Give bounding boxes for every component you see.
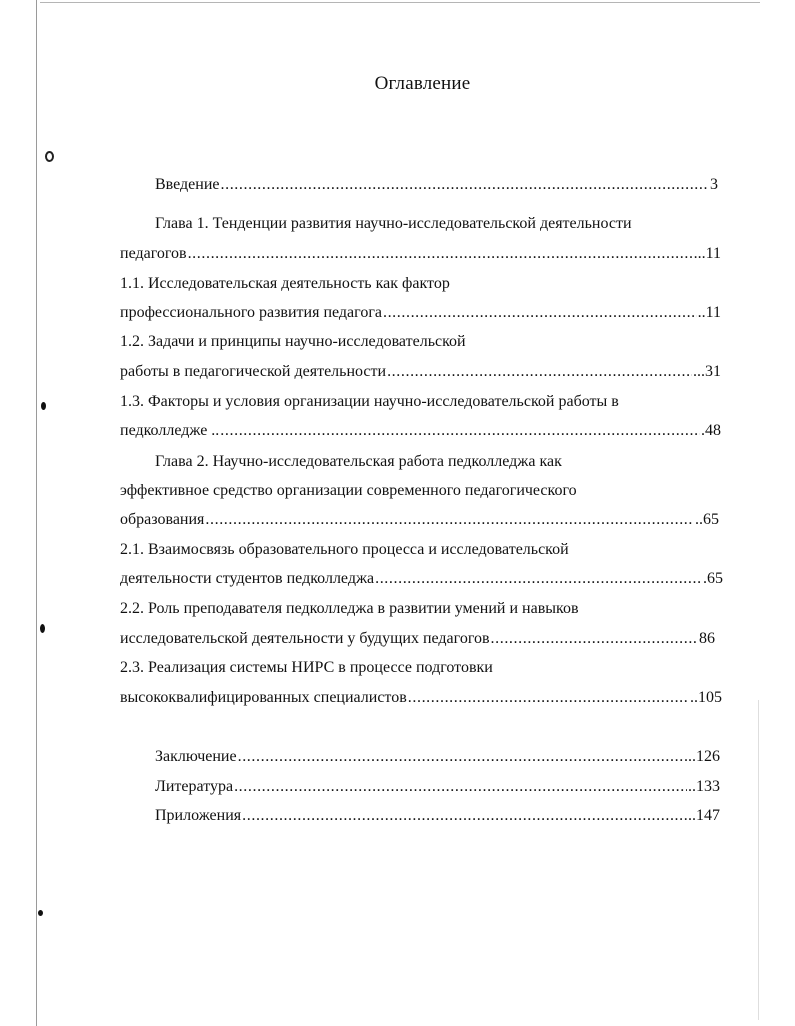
toc-entry xyxy=(155,805,720,827)
toc-leader-dots xyxy=(375,568,702,590)
scan-right-edge xyxy=(758,700,759,1020)
toc-entry-text: Приложения xyxy=(155,807,242,824)
toc-leader-dots xyxy=(234,776,687,798)
toc-leader-dots xyxy=(220,420,700,442)
toc-entry-text: высококвалифицированных специалистов xyxy=(120,689,407,706)
toc-entry xyxy=(155,213,632,235)
toc-entry-text: исследовательской деятельности у будущих педагогов xyxy=(120,630,490,647)
toc-entry xyxy=(120,480,577,502)
toc-title: Оглавление xyxy=(374,73,471,94)
toc-leader-dots xyxy=(491,628,698,650)
toc-entry xyxy=(155,451,562,473)
toc-entry xyxy=(120,598,579,620)
toc-leader-dots xyxy=(383,302,697,324)
toc-entry-text: деятельности студентов педколледжа xyxy=(120,570,375,587)
toc-entry xyxy=(120,420,721,442)
toc-entry-text: 2.1. Взаимосвязь образовательного процесса и исследовательской xyxy=(120,541,569,558)
toc-entry-page: .48 xyxy=(701,422,721,439)
toc-entry xyxy=(120,391,619,413)
toc-entry-text: профессионального развития педагога xyxy=(120,304,382,321)
toc-entry-page: ..147 xyxy=(688,807,720,824)
toc-leader-dots xyxy=(205,509,694,531)
toc-entry xyxy=(120,687,722,709)
toc-entry-page: ...126 xyxy=(684,748,720,765)
toc-entry-page: ..133 xyxy=(688,778,720,795)
toc-entry-text: Заключение xyxy=(155,748,237,765)
punch-hole-mark xyxy=(45,151,54,162)
punch-hole-mark xyxy=(41,402,46,410)
toc-entry-text: работы в педагогической деятельности xyxy=(120,363,387,380)
toc-entry xyxy=(155,746,720,768)
toc-entry xyxy=(120,539,569,561)
toc-entry-text: педагогов xyxy=(120,245,187,262)
toc-leader-dots xyxy=(242,805,687,827)
punch-hole-mark xyxy=(40,624,45,633)
toc-entry-text: 2.2. Роль преподавателя педколледжа в развитии умений и навыков xyxy=(120,600,579,617)
toc-entry xyxy=(120,568,723,590)
toc-entry-text: Литература xyxy=(155,778,234,795)
toc-entry xyxy=(120,657,493,679)
toc-entry xyxy=(155,776,720,798)
toc-entry-text: 1.2. Задачи и принципы научно-исследовательской xyxy=(120,333,466,350)
toc-entry-text: Глава 1. Тенденции развития научно-исследовательской деятельности xyxy=(155,215,632,232)
toc-entry-page: ..105 xyxy=(690,689,722,706)
toc-entry-page: .65 xyxy=(703,570,723,587)
punch-hole-mark xyxy=(38,910,43,916)
toc-entry xyxy=(120,509,719,531)
toc-entry-page: ..11 xyxy=(697,304,721,321)
toc-entry-text: образования xyxy=(120,511,205,528)
toc-leader-dots xyxy=(188,243,697,265)
toc-entry-text: эффективное средство организации современного педагогического xyxy=(120,482,577,499)
toc-entry-page: 86 xyxy=(699,630,715,647)
toc-entry-page: ...31 xyxy=(693,363,721,380)
toc-entry-page: ..11 xyxy=(697,245,721,262)
toc-entry xyxy=(120,302,721,324)
toc-entry xyxy=(120,628,715,650)
toc-leader-dots xyxy=(221,174,710,196)
toc-entry-text: 1.3. Факторы и условия организации научно-исследовательской работы в xyxy=(120,393,619,410)
toc-entry-text: 2.3. Реализация системы НИРС в процессе подготовки xyxy=(120,659,493,676)
toc-entry xyxy=(120,361,721,383)
toc-leader-dots xyxy=(238,746,683,768)
toc-entry xyxy=(155,174,718,196)
toc-entry xyxy=(120,273,450,295)
toc-leader-dots xyxy=(408,687,689,709)
toc-entry-text: 1.1. Исследовательская деятельность как фактор xyxy=(120,275,450,292)
toc-entry-text: педколледже .. xyxy=(120,422,220,439)
toc-entry-page: 3 xyxy=(710,176,718,193)
toc-entry-text: Введение xyxy=(155,176,220,193)
toc-entry xyxy=(120,331,466,353)
toc-entry-page: ..65 xyxy=(695,511,719,528)
toc-entry-text: Глава 2. Научно-исследовательская работа педколледжа как xyxy=(155,453,562,470)
scan-top-edge xyxy=(40,2,760,3)
toc-leader-dots xyxy=(387,361,692,383)
toc-entry xyxy=(120,243,721,265)
scan-left-edge xyxy=(36,0,37,1026)
